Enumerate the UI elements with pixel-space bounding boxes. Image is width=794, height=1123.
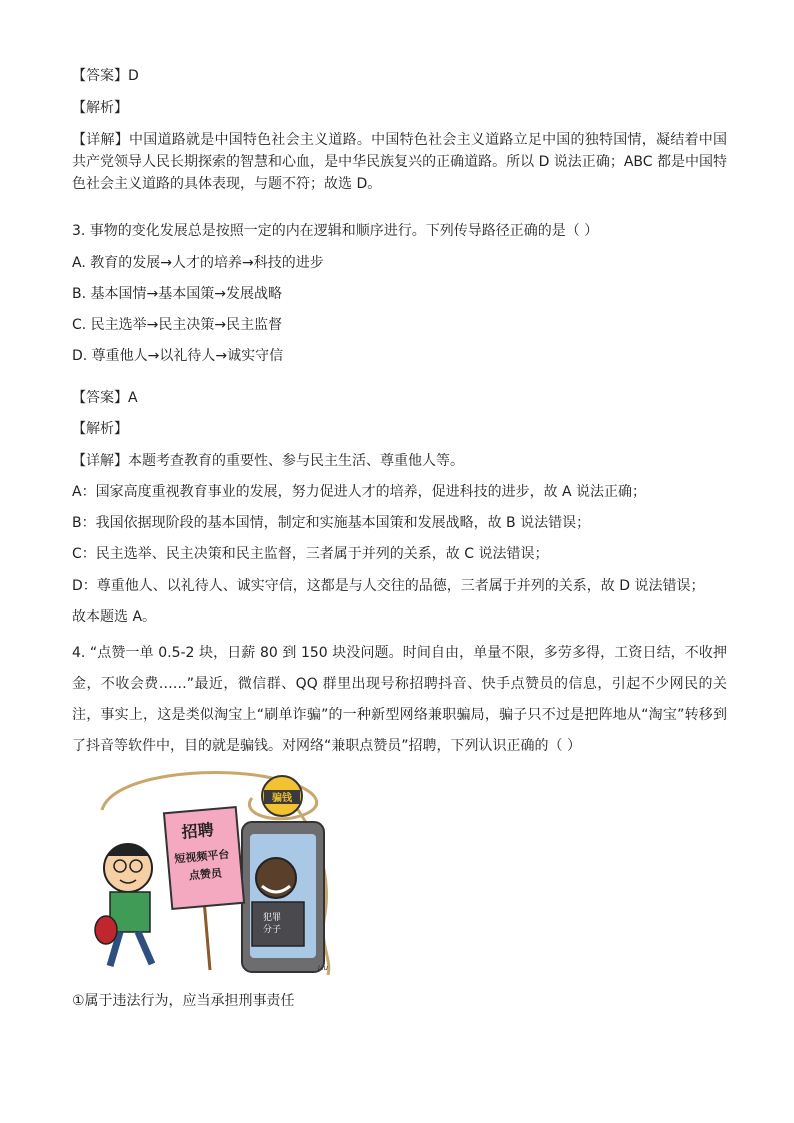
money-bag-icon: [95, 916, 117, 944]
q3-answer: 【答案】A: [72, 390, 138, 406]
sign-line-1: 短视频平台: [173, 847, 230, 866]
q3-option-a: A. 教育的发展→人才的培养→科技的进步: [72, 255, 324, 271]
coin-label: 骗钱: [272, 793, 292, 804]
sign-title: 招聘: [180, 820, 215, 842]
q3-stem: 3. 事物的变化发展总是按照一定的内在逻辑和顺序进行。下列传导路径正确的是（ ）: [72, 223, 599, 239]
q2-analysis-label: 【解析】: [72, 100, 128, 116]
victim-hair: [106, 844, 150, 856]
q3-explanation-a: A：国家高度重视教育事业的发展，努力促进人才的培养，促进科技的进步，故 A 说法正确；: [72, 484, 647, 500]
q2-answer: 【答案】D: [72, 68, 139, 84]
criminal-label-1: 犯罪: [262, 913, 282, 923]
sign-pole: [204, 900, 210, 970]
scam-cartoon-illustration: [92, 770, 344, 975]
q4-option-1: ①属于违法行为，应当承担刑事责任: [72, 993, 295, 1009]
q4-stem: 4. “点赞一单 0.5-2 块，日薪 80 到 150 块没问题。时间自由，单量不限，多劳多得，工资日结，不收押金，不收会费……”最近，微信群、QQ 群里出现号称招聘抖音、快手点赞员的信息，引起不少网民的关注，事实上，这是类似淘宝上“刷单诈骗”的一种新型网络兼职骗局，骗子只不过是把阵地从“淘宝”转移到了抖音等软件中，目的就是骗钱。对网络“兼职点赞员”招聘，下列认识正确的（ ）: [72, 645, 727, 754]
q3-explanation-d: D：尊重他人、以礼待人、诚实守信，这都是与人交往的品德，三者属于并列的关系，故 D 说法错误；: [72, 578, 705, 594]
q3-option-d: D. 尊重他人→以礼待人→诚实守信: [72, 348, 284, 364]
q3-analysis-label: 【解析】: [72, 421, 128, 437]
criminal-body: [252, 902, 304, 946]
victim-leg-right: [138, 932, 152, 964]
q3-option-c: C. 民主选举→民主决策→民主监督: [72, 317, 283, 333]
criminal-label-2: 分子: [262, 925, 282, 935]
sign-line-2: 点赞员: [188, 866, 223, 883]
q3-conclusion: 故本题选 A。: [72, 609, 157, 625]
q3-explanation-b: B：我国依据现阶段的基本国情，制定和实施基本国策和发展战略，故 B 说法错误；: [72, 515, 591, 531]
q2-detail: 【详解】中国道路就是中国特色社会主义道路。中国特色社会主义道路立足中国的独特国情，凝结着中国共产党领导人民长期探索的智慧和心血，是中华民族复兴的正确道路。所以 D 说法正确；ABC 都是中国特色社会主义道路的具体表现，与题不符；故选 D。: [72, 132, 727, 192]
q3-option-b: B. 基本国情→基本国策→发展战略: [72, 286, 282, 302]
artist-signature: Liu: [317, 964, 328, 972]
q3-explanation-c: C：民主选举、民主决策和民主监督，三者属于并列的关系，故 C 说法错误；: [72, 546, 549, 562]
q3-detail: 【详解】本题考查教育的重要性、参与民主生活、尊重他人等。: [72, 453, 464, 469]
